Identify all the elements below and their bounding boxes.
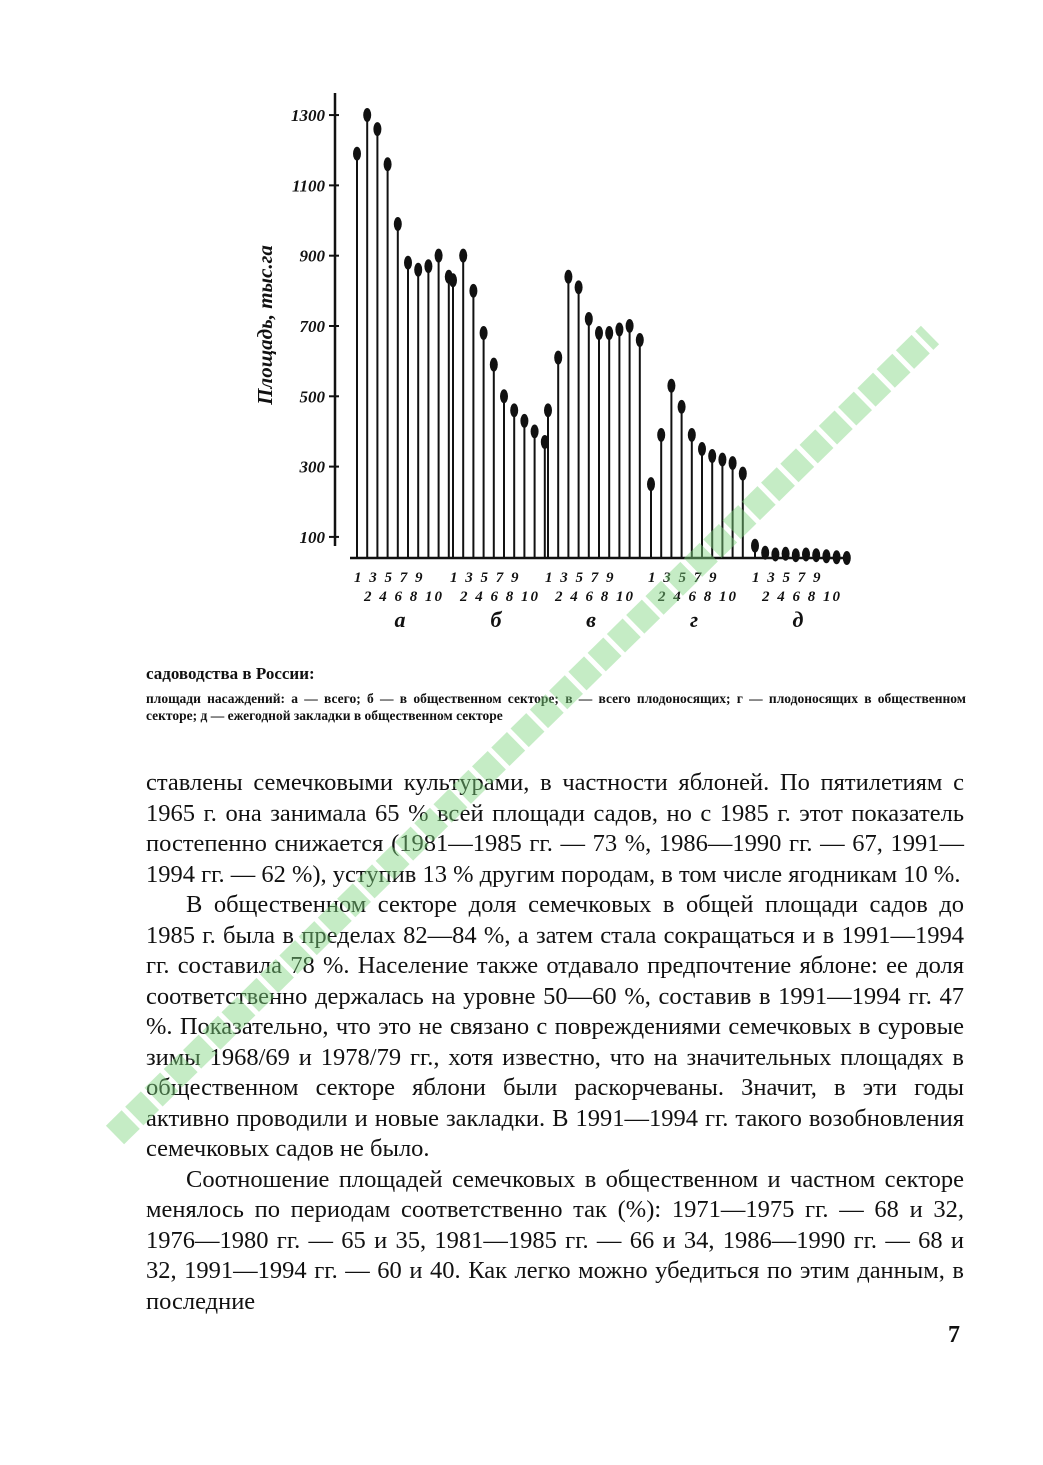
- paragraph: ставлены семечковыми культурами, в частности яблоней. По пятилетиям с 1965 г. она занимала 65 % всей площади садов, но с 1985 г. этот показатель постепенно снижается (1981—1985 гг. — 73 %, 1986—1990 гг. — 67, 1991—1994 гг. — 62 %), уступив 13 % другим породам, в том числе ягодникам 10 %.: [146, 769, 964, 888]
- bar-head: [636, 333, 644, 347]
- bar-head: [373, 122, 381, 136]
- bar-head: [678, 400, 686, 414]
- bar-head: [564, 270, 572, 284]
- y-tick-label: 100: [299, 527, 325, 547]
- bar-head: [469, 284, 477, 298]
- bar-group: [647, 379, 747, 632]
- bar-head: [575, 280, 583, 294]
- y-tick-label: 500: [299, 387, 325, 407]
- x-tick-label: 2 4 6 8 10: [658, 589, 738, 605]
- bar-head: [554, 351, 562, 365]
- x-tick-label: 1 3 5 7 9: [752, 570, 823, 586]
- group-label: в: [586, 607, 596, 632]
- x-tick-label: 2 4 6 8 10: [364, 589, 444, 605]
- group-label: г: [689, 607, 699, 632]
- group-label: б: [490, 607, 502, 632]
- y-tick-label: 1100: [291, 176, 325, 196]
- bar-head: [657, 428, 665, 442]
- bar-head: [510, 403, 518, 417]
- y-axis-label: Площадь, тыс.га: [253, 245, 277, 405]
- y-tick-label: 900: [299, 246, 325, 266]
- x-tick-label: 2 4 6 8 10: [762, 589, 842, 605]
- bar-head: [615, 323, 623, 337]
- bar-head: [739, 467, 747, 481]
- bar-head: [394, 217, 402, 231]
- bar-head: [595, 326, 603, 340]
- bar-chart: [0, 0, 1043, 660]
- bar-head: [520, 414, 528, 428]
- body-text: [146, 768, 964, 1317]
- paragraph: В общественном секторе доля семечковых в общей площади садов до 1985 г. была в пределах 82—84 %, а затем стала сокращаться и в 1991—1994 гг. составила 78 %. Население также отдавало предпочтение яблоне: ее доля соответственно держалась на уровне 50—60 %, составив в 1991—1994 гг. 47 %. Показательно, что это не связано с повреждениями семечковых в суровые зимы 1968/69 и 1978/79 гг., хотя известно, что на значительных площадях в общественном секторе яблони были раскорчеваны. Значит, в эти годы активно проводили и новые закладки. В 1991—1994 гг. такого возобновления семечковых садов не было.: [146, 891, 964, 1162]
- y-tick-label: 1300: [291, 106, 325, 126]
- group-label: а: [394, 607, 406, 632]
- bar-head: [449, 273, 457, 287]
- x-tick-label: 2 4 6 8 10: [460, 589, 540, 605]
- group-label: д: [792, 607, 804, 632]
- bar-head: [771, 547, 779, 561]
- figure-caption-title: садоводства в России:: [146, 664, 315, 683]
- y-tick-label: 700: [299, 316, 325, 336]
- bar-groups: [353, 108, 851, 632]
- bar-head: [435, 249, 443, 263]
- x-tick-label: 1 3 5 7 9: [354, 570, 425, 586]
- x-tick-label: 2 4 6 8 10: [555, 589, 635, 605]
- bar-head: [585, 312, 593, 326]
- paragraph: Соотношение площадей семечковых в общественном и частном секторе менялось по периодам соответственно так (%): 1971—1975 гг. — 68 и 32, 1976—1980 гг. — 65 и 35, 1981—1985 гг. — 66 и 34, 1986—1990 гг. — 68 и 32, 1991—1994 гг. — 60 и 40. Как легко можно убедиться по этим данным, в последние: [146, 1165, 964, 1315]
- bar-head: [647, 477, 655, 491]
- bar-head: [459, 249, 467, 263]
- bar-head: [822, 549, 830, 563]
- bar-head: [480, 326, 488, 340]
- bar-head: [688, 428, 696, 442]
- bar-head: [729, 456, 737, 470]
- bar-head: [718, 453, 726, 467]
- page-number: 7: [948, 1322, 960, 1348]
- bar-head: [751, 539, 759, 553]
- bar-head: [605, 326, 613, 340]
- bar-head: [490, 358, 498, 372]
- bar-head: [531, 424, 539, 438]
- bar-group: [449, 249, 549, 632]
- bar-head: [698, 442, 706, 456]
- bar-group: [544, 270, 644, 632]
- figure-caption-legend: площади насаждений: а — всего; б — в общественном секторе; в — всего плодоносящих; г — плодоносящих в общественном секторе; д — ежегодной закладки в общественном секторе: [146, 691, 966, 723]
- x-tick-label: 1 3 5 7 9: [648, 570, 719, 586]
- bar-head: [626, 319, 634, 333]
- y-axis: [291, 93, 339, 547]
- bar-head: [414, 263, 422, 277]
- bar-head: [424, 259, 432, 273]
- bar-head: [500, 389, 508, 403]
- bar-head: [353, 147, 361, 161]
- bar-head: [802, 547, 810, 561]
- bar-head: [792, 548, 800, 562]
- y-tick-label: 300: [299, 457, 325, 477]
- x-tick-label: 1 3 5 7 9: [545, 570, 616, 586]
- x-tick-label: 1 3 5 7 9: [450, 570, 521, 586]
- bar-head: [812, 548, 820, 562]
- bar-head: [384, 157, 392, 171]
- bar-head: [544, 403, 552, 417]
- bar-group: [353, 108, 453, 632]
- bar-head: [363, 108, 371, 122]
- bar-head: [708, 449, 716, 463]
- bar-head: [404, 256, 412, 270]
- bar-group: [751, 539, 851, 632]
- bar-head: [667, 379, 675, 393]
